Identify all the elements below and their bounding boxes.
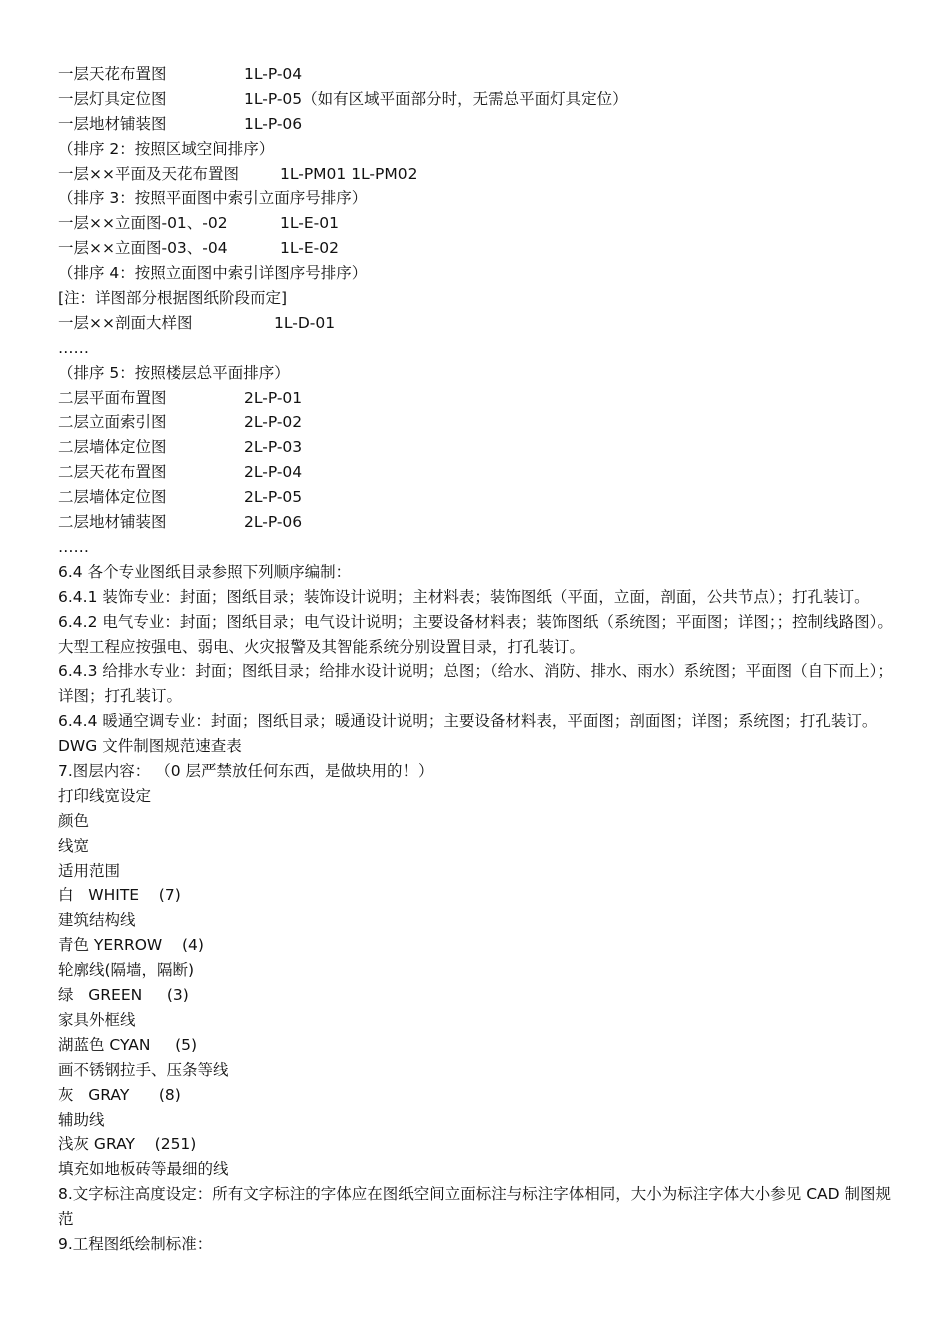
drawing-code: 2L-P-06 — [244, 513, 303, 532]
drawing-name: 一层地材铺装图 — [58, 114, 167, 133]
drawing-code: 2L-P-04 — [244, 463, 303, 482]
ellipsis: …… — [58, 537, 89, 556]
color-entry: 绿 GREEN (3) — [58, 986, 189, 1005]
drawing-code: 1L-P-05（如有区域平面部分时，无需总平面灯具定位） — [244, 89, 628, 108]
drawing-code: 1L-P-04 — [244, 65, 303, 83]
text-line: 辅助线 — [58, 1110, 105, 1129]
drawing-name: 二层墙体定位图 — [58, 488, 167, 507]
color-entry: 青色 YERROW (4) — [58, 936, 204, 955]
paragraph: 6.4.3 给排水专业：封面；图纸目录；给排水设计说明；总图；（给水、消防、排水、雨水）系统图；平面图（自下而上）；详图；打孔装订。 — [58, 662, 893, 706]
list-item — [58, 460, 898, 485]
color-entry: 浅灰 GRAY (251) — [58, 1135, 197, 1154]
drawing-name: 二层立面索引图 — [58, 413, 167, 432]
text-line: 家具外框线 — [58, 1010, 136, 1029]
drawing-name: 二层地材铺装图 — [58, 513, 167, 532]
section-note: （排序 2：按照区域空间排序） — [58, 139, 275, 158]
text-line: 轮廓线(隔墙，隔断) — [58, 961, 195, 980]
text-line: 适用范围 — [58, 861, 121, 880]
section-heading: 6.4 各个专业图纸目录参照下列顺序编制： — [58, 562, 352, 581]
section-note: （排序 5：按照楼层总平面排序） — [58, 363, 290, 382]
text-line: 颜色 — [58, 811, 90, 830]
text-line: 建筑结构线 — [58, 911, 136, 930]
drawing-code: 2L-P-05 — [244, 488, 303, 507]
remark: [注：详图部分根据图纸阶段而定] — [58, 289, 288, 308]
drawing-name: 二层平面布置图 — [58, 388, 167, 407]
section-heading: 9.工程图纸绘制标准： — [58, 1234, 213, 1253]
color-entry: 灰 GRAY (8) — [58, 1085, 181, 1104]
drawing-code: 1L-P-06 — [244, 114, 303, 133]
list-item — [58, 386, 898, 411]
text-line: 填充如地板砖等最细的线 — [58, 1160, 229, 1179]
list-item — [58, 485, 898, 510]
list-item — [58, 510, 898, 535]
drawing-code: 1L-PM01 1L-PM02 — [280, 164, 418, 183]
drawing-name: 二层墙体定位图 — [58, 438, 167, 457]
list-item — [58, 87, 898, 112]
list-item — [58, 162, 898, 187]
ellipsis: …… — [58, 338, 89, 357]
drawing-name: 一层天花布置图 — [58, 65, 167, 83]
paragraph: 6.4.2 电气专业：封面；图纸目录；电气设计说明；主要设备材料表；装饰图纸（系统图；平面图；详图；；控制线路图）。大型工程应按强电、弱电、火灾报警及其智能系统分别设置目录，打孔装订。 — [58, 612, 893, 656]
list-item — [58, 112, 898, 137]
drawing-code: 2L-P-03 — [244, 438, 303, 457]
section-note: （排序 4：按照立面图中索引详图序号排序） — [58, 264, 368, 283]
list-item — [58, 62, 898, 87]
paragraph: 8.文字标注高度设定：所有文字标注的字体应在图纸空间立面标注与标注字体相同，大小为标注字体大小参见 CAD 制图规范 — [58, 1185, 892, 1229]
section-heading: DWG 文件制图规范速查表 — [58, 737, 242, 756]
drawing-name: 二层天花布置图 — [58, 463, 167, 482]
paragraph: 6.4.1 装饰专业：封面；图纸目录；装饰设计说明；主材料表；装饰图纸（平面，立面，剖面，公共节点）；打孔装订。 — [58, 587, 870, 606]
drawing-name: 一层灯具定位图 — [58, 89, 167, 108]
drawing-name: 一层××平面及天花布置图 — [58, 164, 239, 183]
list-item — [58, 410, 898, 435]
list-item — [58, 311, 898, 336]
drawing-code: 1L-E-02 — [280, 239, 339, 258]
drawing-name: 一层××立面图-01、-02 — [58, 214, 228, 233]
drawing-code: 1L-E-01 — [280, 214, 339, 233]
section-heading: 7.图层内容： （0 层严禁放任何东西，是做块用的！） — [58, 762, 434, 781]
list-item — [58, 435, 898, 460]
color-entry: 白 WHITE (7) — [58, 886, 181, 905]
drawing-name: 一层××剖面大样图 — [58, 313, 193, 332]
list-item — [58, 211, 898, 236]
section-note: （排序 3：按照平面图中索引立面序号排序） — [58, 189, 368, 208]
drawing-code: 2L-P-02 — [244, 413, 303, 432]
drawing-code: 2L-P-01 — [244, 388, 303, 407]
text-line: 打印线宽设定 — [58, 786, 152, 805]
text-line: 画不锈钢拉手、压条等线 — [58, 1060, 229, 1079]
text-line: 线宽 — [58, 836, 90, 855]
list-item — [58, 236, 898, 261]
drawing-name: 一层××立面图-03、-04 — [58, 239, 228, 258]
document-body — [58, 62, 898, 1257]
color-entry: 湖蓝色 CYAN (5) — [58, 1035, 198, 1054]
paragraph: 6.4.4 暖通空调专业：封面；图纸目录；暖通设计说明；主要设备材料表，平面图；剖面图；详图；系统图；打孔装订。 — [58, 712, 878, 731]
drawing-code: 1L-D-01 — [274, 313, 336, 332]
